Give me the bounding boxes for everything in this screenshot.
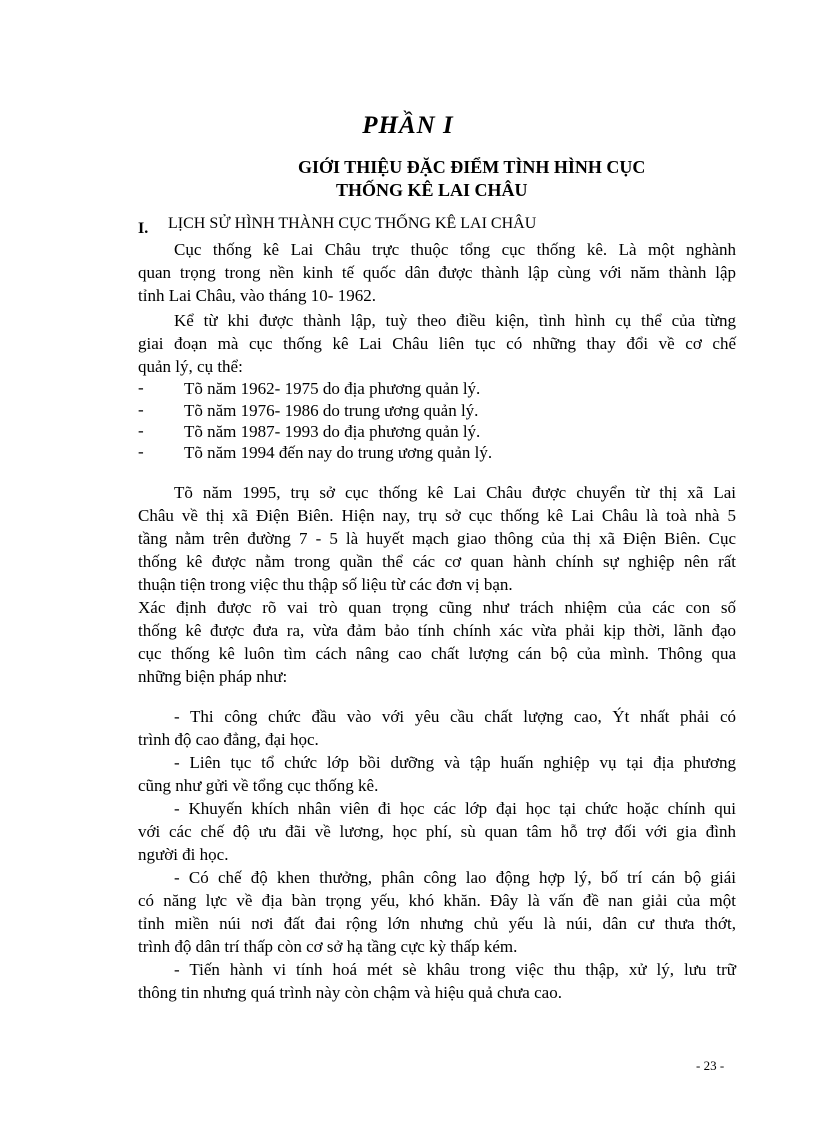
measure-line: với các chế độ ưu đãi về lương, học phí, sù quan tâm hỗ trợ đối với gia đình [138, 822, 736, 841]
list-bullet: - [138, 421, 144, 440]
paragraph-line: thống kê được đưa ra, vừa đảm bảo tính chính xác vừa phải kịp thời, lãnh đạo [138, 621, 736, 640]
paragraph-line: cục thống kê luôn tìm cách nâng cao chất lượng cán bộ của mình. Thông qua [138, 644, 736, 663]
measure-line: - Tiến hành vi tính hoá mét sè khâu trong việc thu thập, xử lý, lưu trữ [174, 960, 736, 979]
paragraph-line: giai đoạn mà cục thống kê Lai Châu liên tục có những thay đổi về cơ chế [138, 334, 736, 353]
paragraph-line: những biện pháp như: [138, 667, 288, 686]
paragraph-line: tầng nằm trên đường 7 - 5 là huyết mạch giao thông của thị xã Điện Biên. Cục [138, 529, 736, 548]
paragraph-line: quản lý, cụ thể: [138, 357, 243, 376]
paragraph-line: quan trọng trong nền kinh tế quốc dân được thành lập cùng với năm thành lập [138, 263, 736, 282]
measure-line: - Khuyến khích nhân viên đi học các lớp đại học tại chức hoặc chính qui [174, 799, 736, 818]
chapter-title-line-1: GIỚI THIỆU ĐẶC ĐIỂM TÌNH HÌNH CỤC [298, 157, 646, 177]
part-title: PHẦN I [362, 112, 454, 139]
list-bullet: - [138, 400, 144, 419]
measure-line: cũng như gửi về tổng cục thống kê. [138, 776, 379, 795]
list-item: Tõ năm 1976- 1986 do trung ương quản lý. [184, 401, 479, 420]
paragraph-line: Tõ năm 1995, trụ sở cục thống kê Lai Châu được chuyển từ thị xã Lai [174, 483, 736, 502]
measure-line: có năng lực về địa bàn trọng yếu, khó khăn. Đây là vấn đề nan giải của một [138, 891, 736, 910]
paragraph-line: tỉnh Lai Châu, vào tháng 10- 1962. [138, 286, 376, 305]
measure-line: trình độ dân trí thấp còn cơ sở hạ tầng cực kỳ thấp kém. [138, 937, 518, 956]
measure-line: - Có chế độ khen thưởng, phân công lao động hợp lý, bố trí cán bộ giái [174, 868, 736, 887]
measure-line: trình độ cao đẳng, đại học. [138, 730, 319, 749]
paragraph-line: thuận tiện trong việc thu thập số liệu từ các đơn vị bạn. [138, 575, 513, 594]
section-number: I. [138, 220, 149, 237]
list-item: Tõ năm 1987- 1993 do địa phương quản lý. [184, 422, 481, 441]
measure-line: người đi học. [138, 845, 229, 864]
chapter-title-line-2: THỐNG KÊ LAI CHÂU [336, 180, 528, 200]
list-item: Tõ năm 1994 đến nay do trung ương quản lý. [184, 443, 493, 462]
measure-line: - Thi công chức đầu vào với yêu cầu chất lượng cao, Ýt nhất phải có [174, 707, 736, 726]
paragraph-line: thống kê được nằm trong quần thể các cơ quan hành chính sự nghiệp nên rất [138, 552, 736, 571]
page-number: - 23 - [696, 1058, 725, 1073]
list-bullet: - [138, 442, 144, 461]
list-bullet: - [138, 378, 144, 397]
section-heading: LỊCH SỬ HÌNH THÀNH CỤC THỐNG KÊ LAI CHÂU [168, 215, 537, 232]
list-item: Tõ năm 1962- 1975 do địa phương quản lý. [184, 379, 481, 398]
measure-line: thông tin nhưng quá trình này còn chậm và hiệu quả chưa cao. [138, 983, 562, 1002]
measure-line: - Liên tục tổ chức lớp bồi dưỡng và tập huấn nghiệp vụ tại địa phương [174, 753, 736, 772]
paragraph-line: Xác định được rõ vai trò quan trọng cũng như trách nhiệm của các con số [138, 598, 736, 617]
paragraph-line: Cục thống kê Lai Châu trực thuộc tổng cục thống kê. Là một nghành [174, 240, 736, 259]
paragraph-line: Châu về thị xã Điện Biên. Hiện nay, trụ sở cục thống kê Lai Châu là toà nhà 5 [138, 506, 736, 525]
measure-line: tỉnh miền núi nơi đất đai rộng lớn nhưng chủ yếu là núi, dân cư thưa thớt, [138, 914, 736, 933]
paragraph-line: Kể từ khi được thành lập, tuỳ theo điều kiện, tình hình cụ thể của từng [174, 311, 736, 330]
